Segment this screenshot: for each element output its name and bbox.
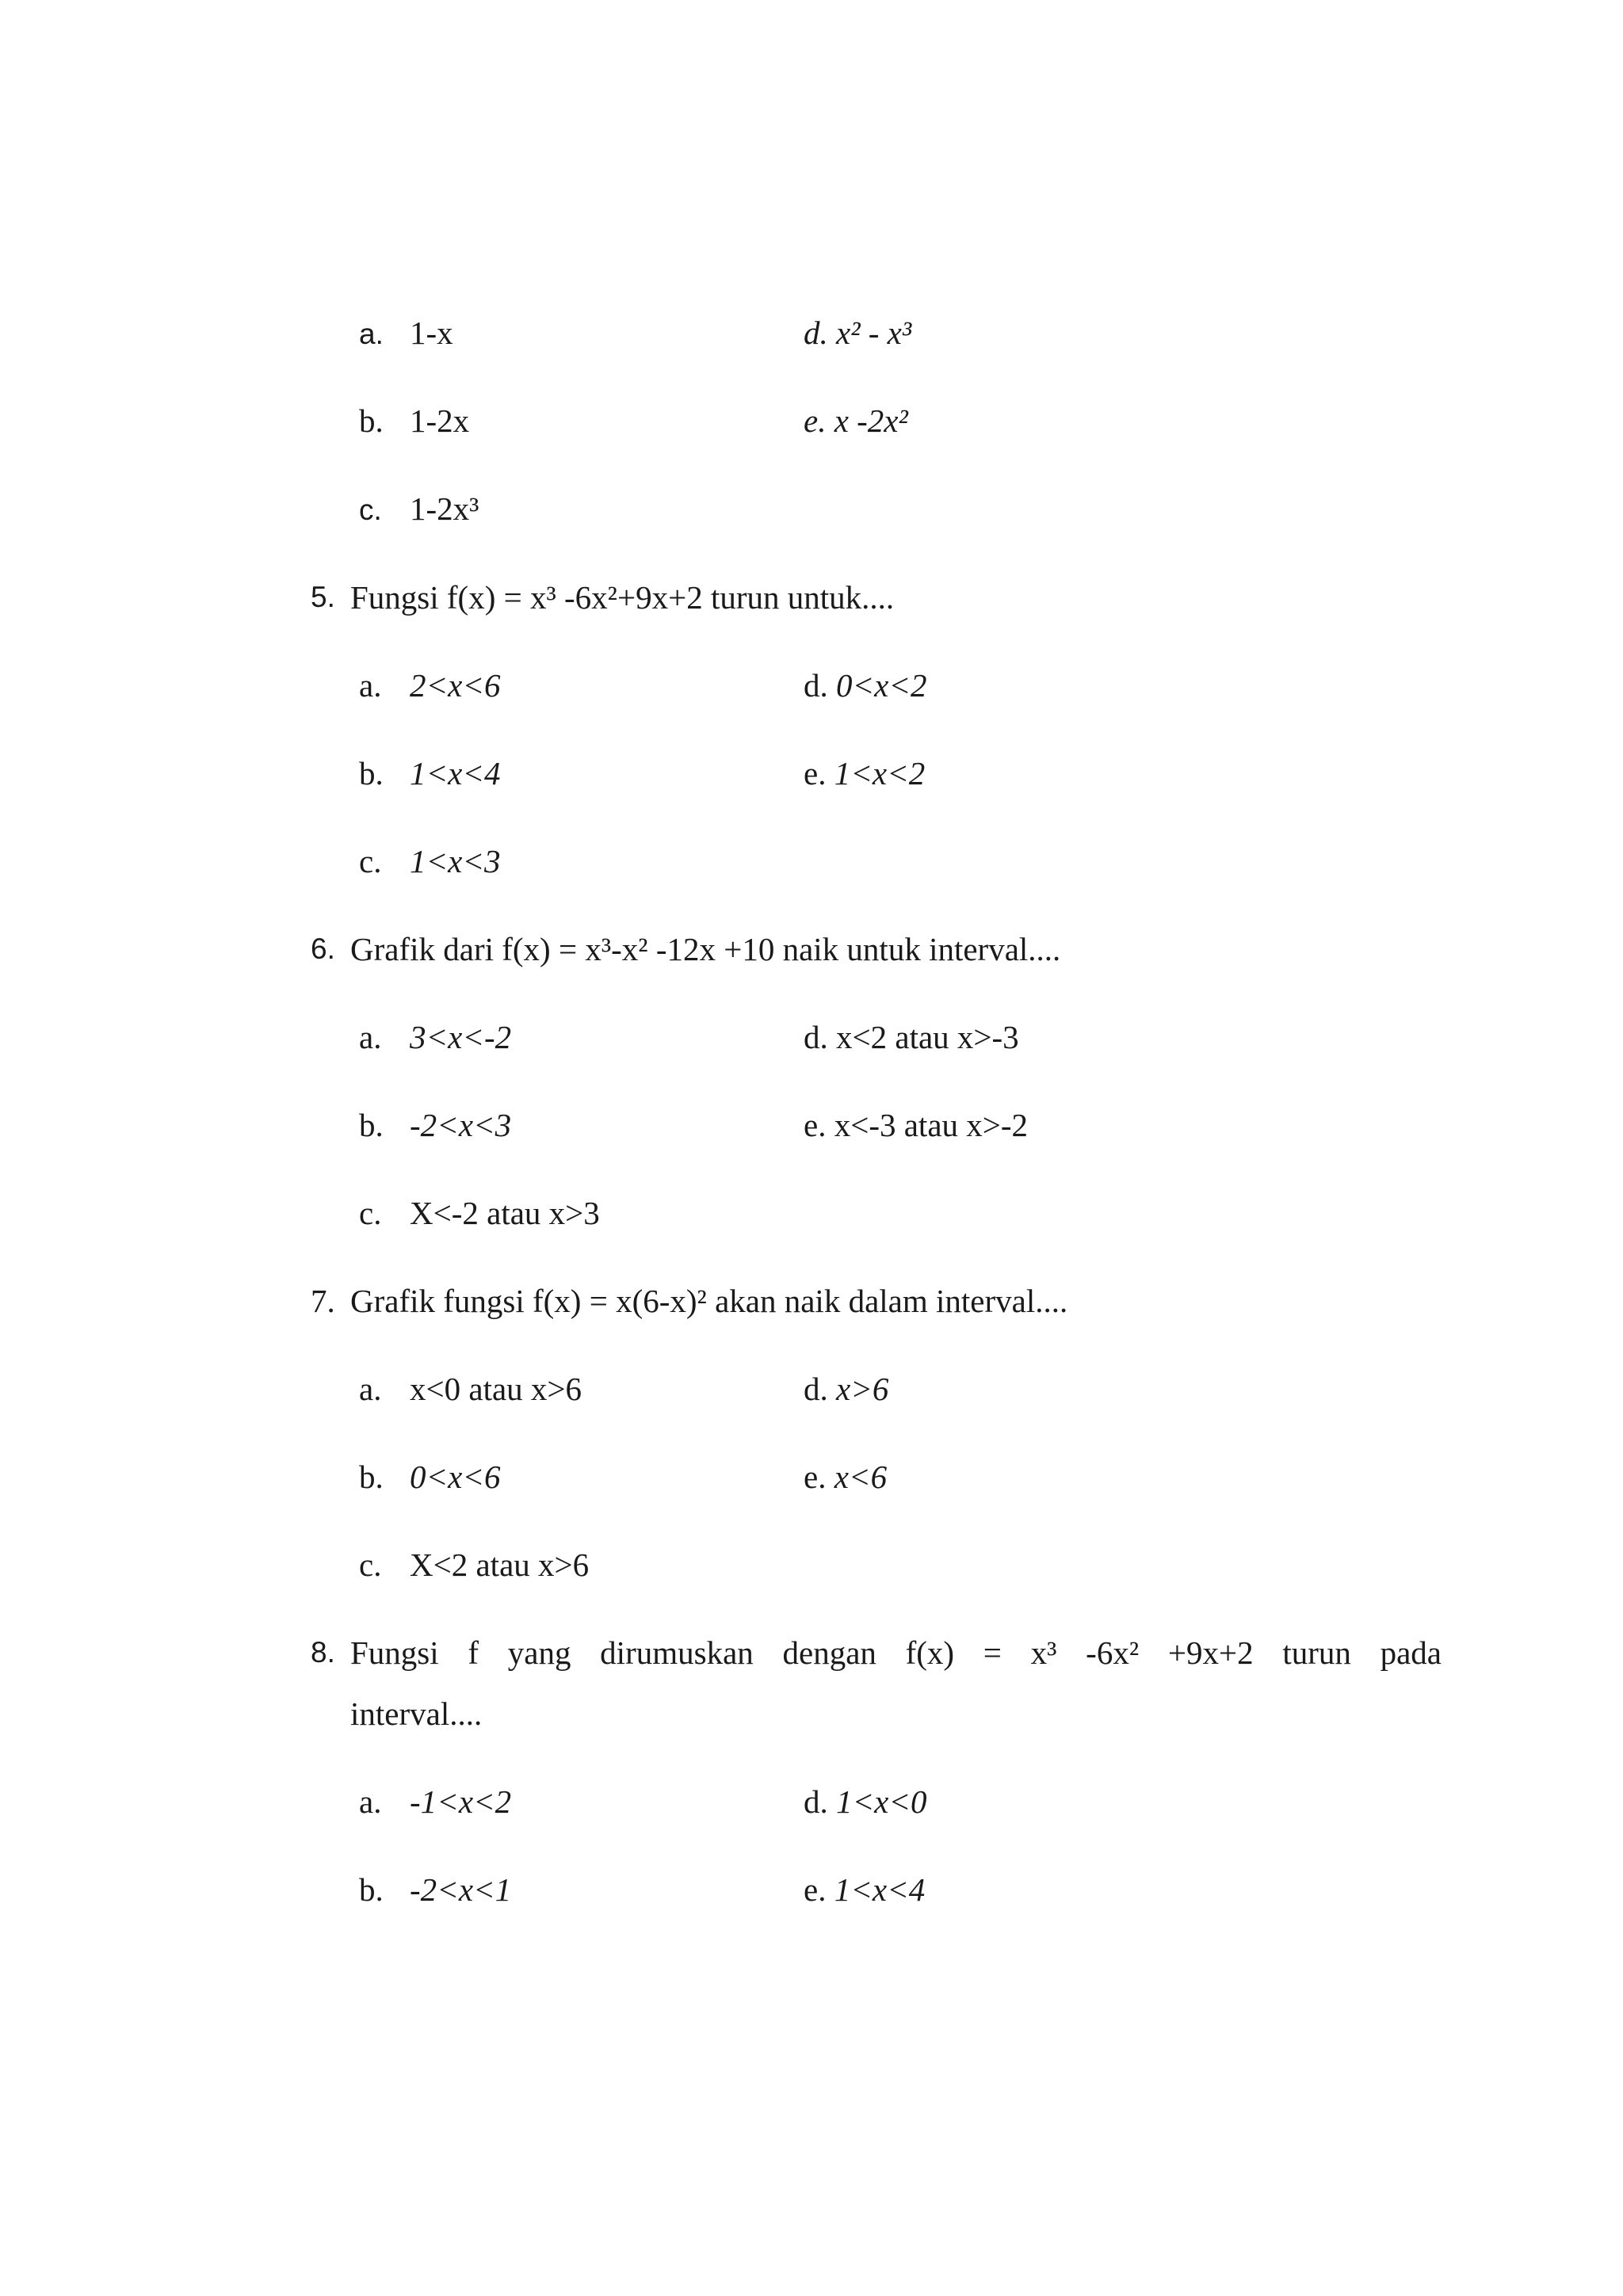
question-8: [311, 1634, 1460, 1672]
option-text: x<0 atau x>6: [410, 1371, 582, 1407]
option-prev-e: [804, 402, 908, 440]
option-label: b.: [359, 1871, 384, 1908]
option-text: 3<x<-2: [410, 1019, 512, 1055]
option-text: 2<x<6: [410, 667, 501, 704]
option-text: -1<x<2: [410, 1783, 512, 1820]
option-label: c.: [359, 1195, 382, 1231]
option-text: -2<x<3: [410, 1107, 512, 1143]
option-text: x>6: [836, 1371, 889, 1407]
question-text: Fungsi f(x) = x³ -6x²+9x+2 turun untuk....: [350, 579, 895, 616]
option-label: e.: [804, 1107, 827, 1143]
option-label: e.: [804, 1871, 827, 1908]
option-label: a.: [359, 318, 384, 350]
option-7a: [359, 1370, 582, 1408]
option-6e: [804, 1106, 1028, 1144]
option-label: c.: [359, 1547, 382, 1583]
option-text: x² - x³: [836, 315, 912, 351]
option-text: 1<x<2: [834, 755, 926, 791]
option-text: 1-2x: [410, 402, 470, 439]
option-5e: [804, 754, 925, 792]
option-label: b.: [359, 1107, 384, 1143]
option-label: e.: [804, 1459, 827, 1495]
option-prev-b: [359, 402, 469, 440]
option-label: c.: [359, 494, 382, 526]
option-6c: [359, 1194, 600, 1232]
question-number: 8.: [311, 1636, 335, 1669]
option-7b: [359, 1458, 501, 1496]
option-6b: [359, 1106, 511, 1144]
question-number: 5.: [311, 581, 335, 613]
question-5: [311, 578, 1460, 616]
option-label: a.: [359, 1019, 382, 1055]
option-text: 0<x<6: [410, 1459, 501, 1495]
option-text: 1<x<3: [410, 843, 501, 879]
option-text: x<2 atau x>-3: [836, 1019, 1019, 1055]
option-7e: [804, 1458, 887, 1496]
option-8d: [804, 1783, 927, 1821]
option-text: X<-2 atau x>3: [410, 1195, 600, 1231]
option-label: e.: [804, 755, 827, 791]
question-6: [311, 930, 1460, 968]
question-text: Grafik dari f(x) = x³-x² -12x +10 naik untuk interval....: [350, 931, 1061, 967]
option-text: -2<x<1: [410, 1871, 512, 1908]
option-8b: [359, 1871, 511, 1909]
option-8a: [359, 1783, 511, 1821]
option-label: d.: [804, 1783, 828, 1820]
option-5b: [359, 754, 501, 792]
option-label: d.: [804, 1371, 828, 1407]
option-6a: [359, 1018, 511, 1056]
option-label: b.: [359, 402, 384, 439]
option-text: 1<x<0: [836, 1783, 927, 1820]
option-label: d.: [804, 667, 828, 704]
option-label: e.: [804, 402, 827, 439]
option-7c: [359, 1546, 589, 1584]
option-text: 1<x<4: [834, 1871, 926, 1908]
option-5d: [804, 666, 927, 704]
option-label: d.: [804, 315, 828, 351]
option-text: x -2x²: [834, 402, 908, 439]
option-label: b.: [359, 755, 384, 791]
question-text: Grafik fungsi f(x) = x(6-x)² akan naik dalam interval....: [350, 1283, 1068, 1319]
option-5a: [359, 666, 501, 704]
question-number: 6.: [311, 933, 335, 965]
option-5c: [359, 842, 501, 880]
question-8-continuation: [350, 1695, 482, 1733]
option-text: 1-x: [410, 315, 453, 351]
option-text: 1-2x³: [410, 490, 479, 527]
option-text: 0<x<2: [836, 667, 927, 704]
option-label: a.: [359, 1783, 382, 1820]
option-6d: [804, 1018, 1019, 1056]
option-8e: [804, 1871, 925, 1909]
option-label: a.: [359, 1371, 382, 1407]
question-text-line-1: Fungsi f yang dirumuskan dengan f(x) = x³ -6x² +9x+2 turun pada: [350, 1634, 1442, 1671]
option-text: x<6: [834, 1459, 888, 1495]
option-prev-a: [359, 314, 453, 353]
option-prev-d: [804, 314, 911, 352]
question-number: 7.: [311, 1283, 335, 1319]
question-7: [311, 1282, 1460, 1320]
option-text: X<2 atau x>6: [410, 1547, 590, 1583]
option-label: b.: [359, 1459, 384, 1495]
option-text: 1<x<4: [410, 755, 501, 791]
option-label: a.: [359, 667, 382, 704]
option-prev-c: [359, 490, 479, 529]
option-label: c.: [359, 843, 382, 879]
option-label: d.: [804, 1019, 828, 1055]
option-7d: [804, 1370, 888, 1408]
question-text-line-2: interval....: [350, 1695, 483, 1732]
option-text: x<-3 atau x>-2: [834, 1107, 1029, 1143]
